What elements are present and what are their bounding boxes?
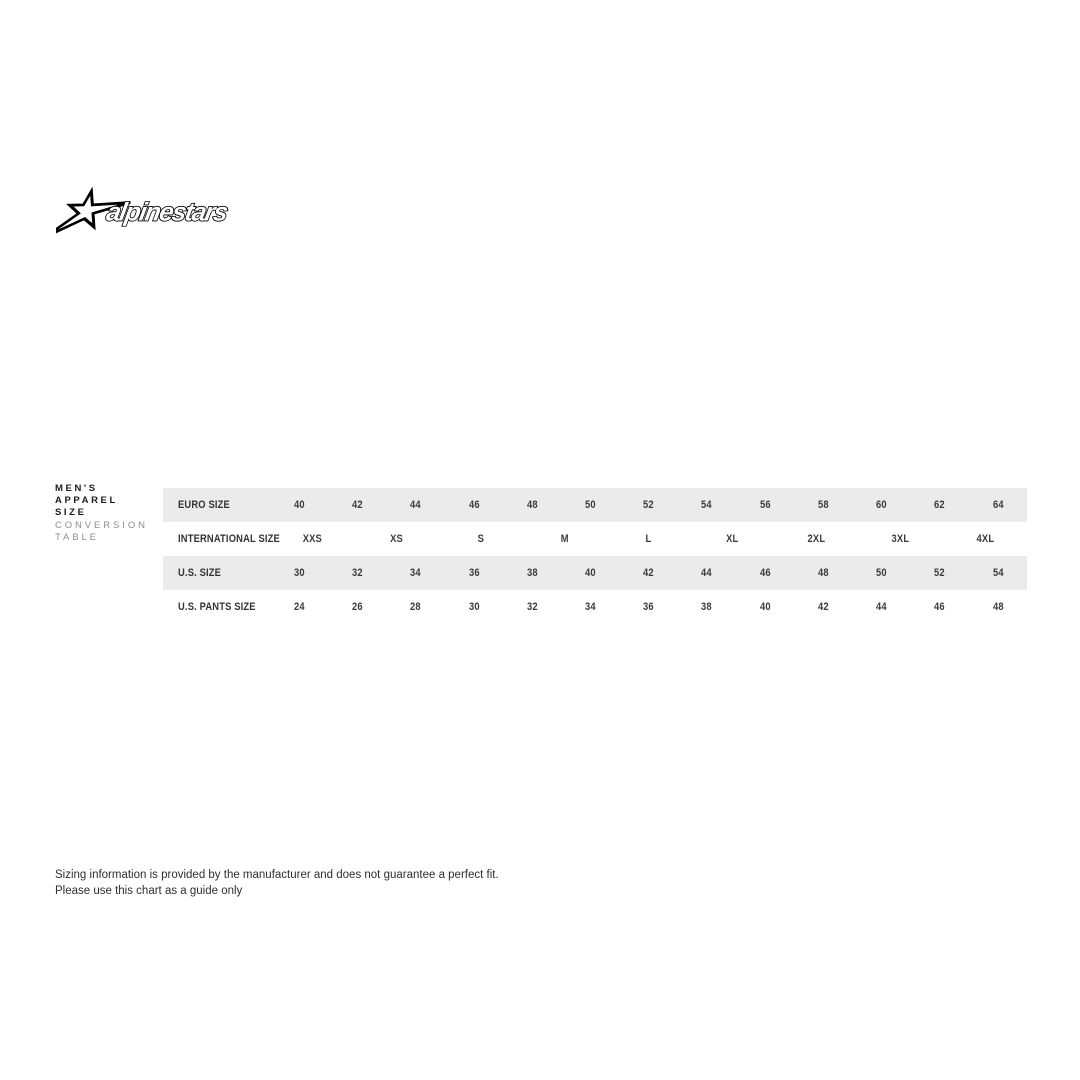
alpinestars-star-icon xyxy=(56,186,246,238)
size-value: 54 xyxy=(992,567,1004,579)
row-values xyxy=(270,590,1027,624)
size-value: 32 xyxy=(351,567,363,579)
table-title xyxy=(55,483,148,544)
size-value: 48 xyxy=(817,567,829,579)
title-line: APPAREL xyxy=(55,495,118,507)
size-value: XL xyxy=(726,533,739,545)
row-label-us-pants-size: U.S. PANTS SIZE xyxy=(178,601,256,613)
size-value: 52 xyxy=(643,499,654,511)
size-value: 42 xyxy=(351,499,363,511)
row-label-us-size: U.S. SIZE xyxy=(178,567,222,579)
size-value: 4XL xyxy=(976,533,994,545)
size-value: 42 xyxy=(643,567,654,579)
size-value: 64 xyxy=(992,499,1004,511)
size-value: 24 xyxy=(293,601,305,613)
size-value: 40 xyxy=(759,601,771,613)
size-value: 38 xyxy=(526,567,538,579)
size-value: 46 xyxy=(934,601,946,613)
size-value: 3XL xyxy=(891,533,910,545)
logo-wordmark: alpinestars xyxy=(104,198,229,227)
size-value: 34 xyxy=(584,601,596,613)
size-value: XXS xyxy=(302,533,322,545)
size-value: 62 xyxy=(934,499,946,511)
size-value: 40 xyxy=(293,499,305,511)
size-value: XS xyxy=(389,533,403,545)
size-value: 48 xyxy=(992,601,1004,613)
title-line: TABLE xyxy=(55,531,99,543)
table-row-us-pants-size xyxy=(163,590,1027,624)
sizing-disclaimer xyxy=(55,868,499,899)
size-value: 44 xyxy=(410,499,421,511)
size-value: 36 xyxy=(468,567,480,579)
title-line: CONVERSION xyxy=(55,519,148,531)
row-label-international-size: INTERNATIONAL SIZE xyxy=(178,533,280,545)
title-line: MEN'S xyxy=(55,483,98,494)
table-row-us-size xyxy=(163,556,1027,590)
size-value: 48 xyxy=(526,499,538,511)
size-value: 54 xyxy=(701,499,713,511)
size-value: 36 xyxy=(643,601,654,613)
size-value: 44 xyxy=(701,567,713,579)
size-value: 44 xyxy=(876,601,887,613)
title-line: SIZE xyxy=(55,507,87,519)
table-row-international-size xyxy=(163,522,1027,556)
size-value: 2XL xyxy=(807,533,826,545)
size-value: 40 xyxy=(584,567,596,579)
size-value: 34 xyxy=(410,567,421,579)
size-value: 50 xyxy=(876,567,887,579)
row-values xyxy=(270,556,1027,590)
size-value: 46 xyxy=(468,499,480,511)
size-value: 30 xyxy=(293,567,305,579)
size-value: 52 xyxy=(934,567,946,579)
size-value: M xyxy=(560,533,569,545)
size-value: 50 xyxy=(584,499,596,511)
size-value: 56 xyxy=(759,499,771,511)
row-values xyxy=(270,522,1027,556)
size-value: 26 xyxy=(351,601,363,613)
table-row-euro-size xyxy=(163,488,1027,522)
size-value: 46 xyxy=(759,567,771,579)
size-value: L xyxy=(645,533,652,545)
size-value: 32 xyxy=(526,601,538,613)
size-conversion-table xyxy=(163,488,1027,624)
disclaimer-line: Sizing information is provided by the manufacturer and does not guarantee a perfect fit. xyxy=(55,869,499,881)
row-values xyxy=(270,488,1027,522)
size-value: 60 xyxy=(876,499,887,511)
size-value: 38 xyxy=(701,601,713,613)
size-value: S xyxy=(477,533,484,545)
size-value: 28 xyxy=(410,601,421,613)
alpinestars-logo xyxy=(56,186,246,238)
size-value: 42 xyxy=(817,601,829,613)
disclaimer-line: Please use this chart as a guide only xyxy=(55,884,243,897)
row-label-euro-size: EURO SIZE xyxy=(178,499,230,511)
size-value: 58 xyxy=(817,499,829,511)
size-value: 30 xyxy=(468,601,480,613)
